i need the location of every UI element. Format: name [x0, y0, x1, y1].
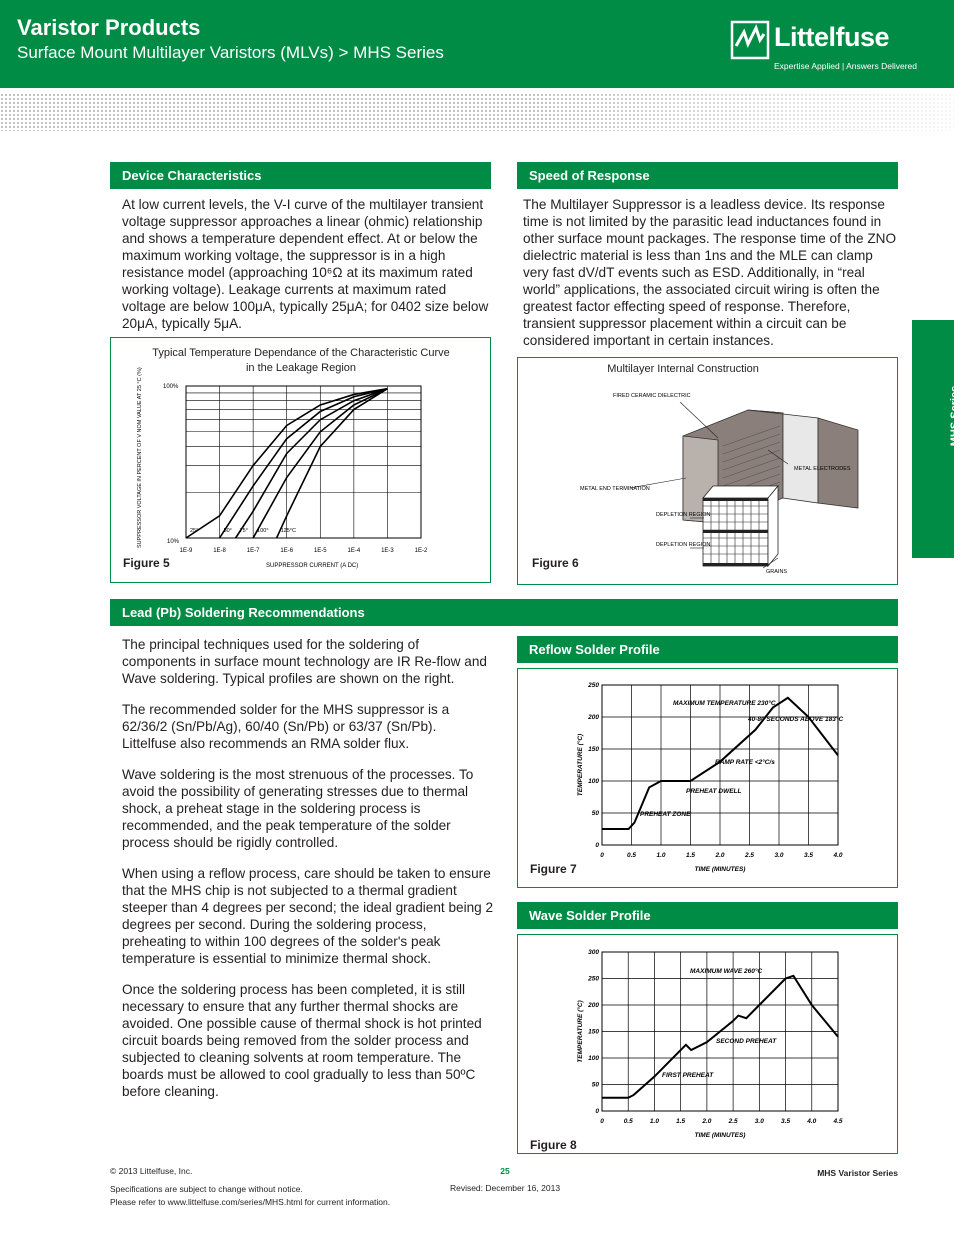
- side-tab-label: MHS Series: [949, 385, 961, 447]
- callout-electrodes: METAL ELECTRODES: [794, 466, 851, 472]
- page-subtitle: Surface Mount Multilayer Varistors (MLVs) > MHS Series: [17, 43, 444, 62]
- lead-soldering-heading: Lead (Pb) Soldering Recommendations: [110, 599, 898, 626]
- figure5-curve-label: 50°: [223, 528, 232, 534]
- revised-date: Revised: December 16, 2013: [449, 1183, 561, 1193]
- figure5-xtick: 1E-7: [246, 548, 260, 554]
- y-axis-label: TEMPERATURE (°C): [577, 733, 584, 797]
- figure6-box: [517, 357, 898, 585]
- logo-wordmark: Littelfuse: [774, 22, 890, 52]
- reflow-chart: [518, 669, 897, 887]
- x-tick: 2.5: [744, 852, 755, 859]
- y-tick: 300: [588, 949, 599, 956]
- figure5-xtick: 1E-3: [381, 548, 394, 554]
- x-axis-label: TIME (MINUTES): [694, 1132, 746, 1139]
- x-tick: 1.0: [649, 1118, 659, 1125]
- x-tick: 2.0: [702, 1118, 712, 1125]
- figure5-curve: [277, 389, 388, 538]
- x-tick: 0: [600, 1118, 604, 1125]
- profile-annotation: RAMP RATE <2°C/s: [715, 759, 775, 766]
- fuse-logo-icon: [730, 20, 770, 60]
- footer-notice: Please refer to www.littelfuse.com/series/MHS.html for current information.: [110, 1197, 391, 1207]
- profile-annotation: SECOND PREHEAT: [716, 1038, 777, 1045]
- x-tick: 2.5: [728, 1118, 738, 1125]
- figure5-curve-label: 100°: [257, 528, 269, 534]
- logo-tagline: Expertise Applied | Answers Delivered: [774, 61, 918, 71]
- y-tick: 0: [595, 1108, 599, 1115]
- y-tick: 0: [595, 842, 599, 849]
- page-header: [0, 0, 954, 88]
- lead-soldering-para: When using a reflow process, care should be taken to ensure that the MHS chip is not subjected to a thermal gradient steeper than 4 degrees per second; the ideal gradient being 2 degrees per second. During the soldering process, preheating to within 100 degrees of the solder's peak temperature is essential to minimize thermal shock.: [122, 866, 494, 966]
- y-axis-label: TEMPERATURE (°C): [577, 1000, 584, 1063]
- side-tab[interactable]: [912, 320, 961, 558]
- figure8-box: [517, 934, 898, 1154]
- footer-series: MHS Varistor Series: [817, 1168, 898, 1178]
- figure5-xtick: 1E-5: [313, 548, 327, 554]
- page-number: 25: [500, 1166, 510, 1176]
- x-tick: 4.5: [833, 1118, 843, 1125]
- x-tick: 0.5: [626, 852, 637, 859]
- x-tick: 1.5: [685, 852, 696, 859]
- y-tick: 50: [591, 810, 599, 817]
- figure5-ylabel: SUPPRESSOR VOLTAGE IN PERCENT OF V NOM VALUE AT 25 °C (%): [137, 367, 143, 548]
- lead-soldering-para: Wave soldering is the most strenuous of the processes. To avoid the possibility of generating stresses due to thermal shock, a preheat stage in the soldering process is recommended, and the peak temperature of the solder process should be rigidly controlled.: [122, 767, 474, 850]
- lead-soldering-para: Once the soldering process has been completed, it is still necessary to ensure that any further thermal shocks are avoided. One possible cause of thermal shock is hot printed circuit boards being removed from the solder process and subjected to cleaning solvents at room temperature. The boards must be allowed to cool gradually to less than 50ºC before cleaning.: [122, 982, 482, 1099]
- figure5-ytop: 100%: [163, 384, 179, 390]
- x-tick: 3.5: [803, 852, 814, 859]
- figure5-title: Typical Temperature Dependance of the Characteristic Curve in the Leakage Region: [152, 347, 450, 374]
- figure5-xtick: 1E-2: [414, 548, 428, 554]
- x-axis-label: TIME (MINUTES): [694, 866, 746, 873]
- x-tick: 3.0: [754, 1118, 764, 1125]
- wave-chart: [518, 935, 897, 1153]
- profile-line: [602, 976, 838, 1098]
- y-tick: 200: [588, 1002, 599, 1009]
- reflow-heading: Reflow Solder Profile: [517, 636, 898, 663]
- profile-annotation: FIRST PREHEAT: [662, 1072, 714, 1079]
- figure5-xtick: 1E-9: [179, 548, 193, 554]
- figure5-label: Figure 5: [123, 556, 170, 570]
- page-title: Varistor Products: [17, 15, 201, 40]
- figure6-diagram: [518, 358, 897, 584]
- y-tick: 50: [591, 1081, 599, 1089]
- y-tick: 150: [588, 746, 599, 753]
- profile-annotation: MAXIMUM WAVE 260°C: [690, 968, 763, 975]
- lead-soldering-text: [122, 636, 494, 1114]
- profile-annotation: 40-80 SECONDS ABOVE 183°C: [748, 716, 844, 723]
- y-tick: 250: [588, 975, 599, 983]
- figure5-box: [110, 337, 491, 583]
- footer-notice: Specifications are subject to change without notice.: [110, 1184, 303, 1194]
- figure7-label: Figure 7: [530, 862, 577, 876]
- x-tick: 3.5: [781, 1118, 791, 1125]
- figure6-title: Multilayer Internal Construction: [607, 363, 759, 375]
- figure5-xtick: 1E-6: [280, 548, 294, 554]
- x-tick: 4.0: [833, 852, 843, 859]
- x-tick: 1.0: [656, 852, 666, 859]
- figure6-label: Figure 6: [532, 556, 579, 570]
- wave-heading: Wave Solder Profile: [517, 902, 898, 929]
- footer-copyright: © 2013 Littelfuse, Inc.: [110, 1166, 193, 1176]
- y-tick: 100: [588, 778, 599, 785]
- dotted-band: [0, 93, 954, 131]
- lead-soldering-para: The principal techniques used for the soldering of components in surface mount technology are IR Re-flow and Wave soldering. Typical profiles are shown on the right.: [122, 637, 487, 686]
- figure5-curve-label: 75°: [239, 528, 248, 534]
- y-tick: 100: [588, 1055, 599, 1062]
- figure5-ybottom: 10%: [167, 539, 180, 545]
- figure5-xtick: 1E-8: [213, 548, 226, 554]
- profile-annotation: PREHEAT ZONE: [640, 811, 691, 818]
- figure5-curve-label: 125°C: [280, 528, 296, 534]
- callout-dielectric: FIRED CERAMIC DIELECTRIC: [613, 393, 691, 399]
- x-tick: 0: [600, 852, 604, 859]
- littelfuse-logo[interactable]: [730, 18, 930, 78]
- figure5-curve: [220, 389, 388, 538]
- x-tick: 2.0: [715, 852, 725, 859]
- profile-annotation: MAXIMUM TEMPERATURE 230°C: [673, 700, 776, 707]
- y-tick: 250: [588, 682, 599, 689]
- figure7-box: [517, 668, 898, 888]
- lead-soldering-para: The recommended solder for the MHS suppressor is a 62/36/2 (Sn/Pb/Ag), 60/40 (Sn/Pb) or 63/37 (Sn/Pb). Littelfuse also recommends an RMA solder flux.: [122, 702, 450, 751]
- y-tick: 150: [588, 1028, 599, 1036]
- callout-grains: GRAINS: [766, 569, 788, 575]
- device-characteristics-heading: Device Characteristics: [110, 162, 491, 189]
- figure5-xlabel: SUPPRESSOR CURRENT (A DC): [266, 563, 359, 569]
- x-tick: 4.0: [807, 1118, 817, 1125]
- footer-left: [110, 1165, 390, 1209]
- figure5-frame: [186, 386, 421, 538]
- x-tick: 0.5: [623, 1118, 633, 1125]
- figure5-curve-label: 25°: [190, 528, 199, 534]
- callout-termination: METAL END TERMINATION: [580, 486, 650, 492]
- speed-of-response-heading: Speed of Response: [517, 162, 898, 189]
- figure8-label: Figure 8: [530, 1138, 577, 1152]
- speed-of-response-text: The Multilayer Suppressor is a leadless device. Its response time is not limited by the parasitic lead inductances found in other surface mount packages. The response time of the ZNO dielectric material is less than 1ns and the MLE can clamp very fast dV/dT events such as ESD. Additionally, in “real world” applications, the associated circuit wiring is often the greatest factor effecting speed of response. Therefore, transient suppressor placement within a circuit can be considered important in certain instances.: [523, 197, 897, 348]
- callout-depletion-2: DEPLETION REGION: [656, 542, 711, 548]
- x-tick: 3.0: [774, 852, 784, 859]
- figure5-plot: [180, 386, 428, 554]
- footer-center: [440, 1165, 570, 1195]
- device-characteristics-text: At low current levels, the V-I curve of the multilayer transient voltage suppressor approaches a linear (ohmic) relationship and shows a temperature dependent effect. At or below the maximum working voltage, the suppressor is in a high resistance model (approaching 10⁶Ω at its maximum rated working voltage). Leakage currents at maximum rated voltage are below 100μA, typically 25μA; for 0402 size below 20μA, typically 5μA.: [122, 197, 489, 331]
- x-tick: 1.5: [676, 1118, 686, 1125]
- figure5-chart: [111, 338, 490, 582]
- figure5-xtick: 1E-4: [347, 548, 361, 554]
- callout-depletion-1: DEPLETION REGION: [656, 512, 711, 518]
- profile-annotation: PREHEAT DWELL: [686, 788, 742, 795]
- y-tick: 200: [588, 714, 599, 721]
